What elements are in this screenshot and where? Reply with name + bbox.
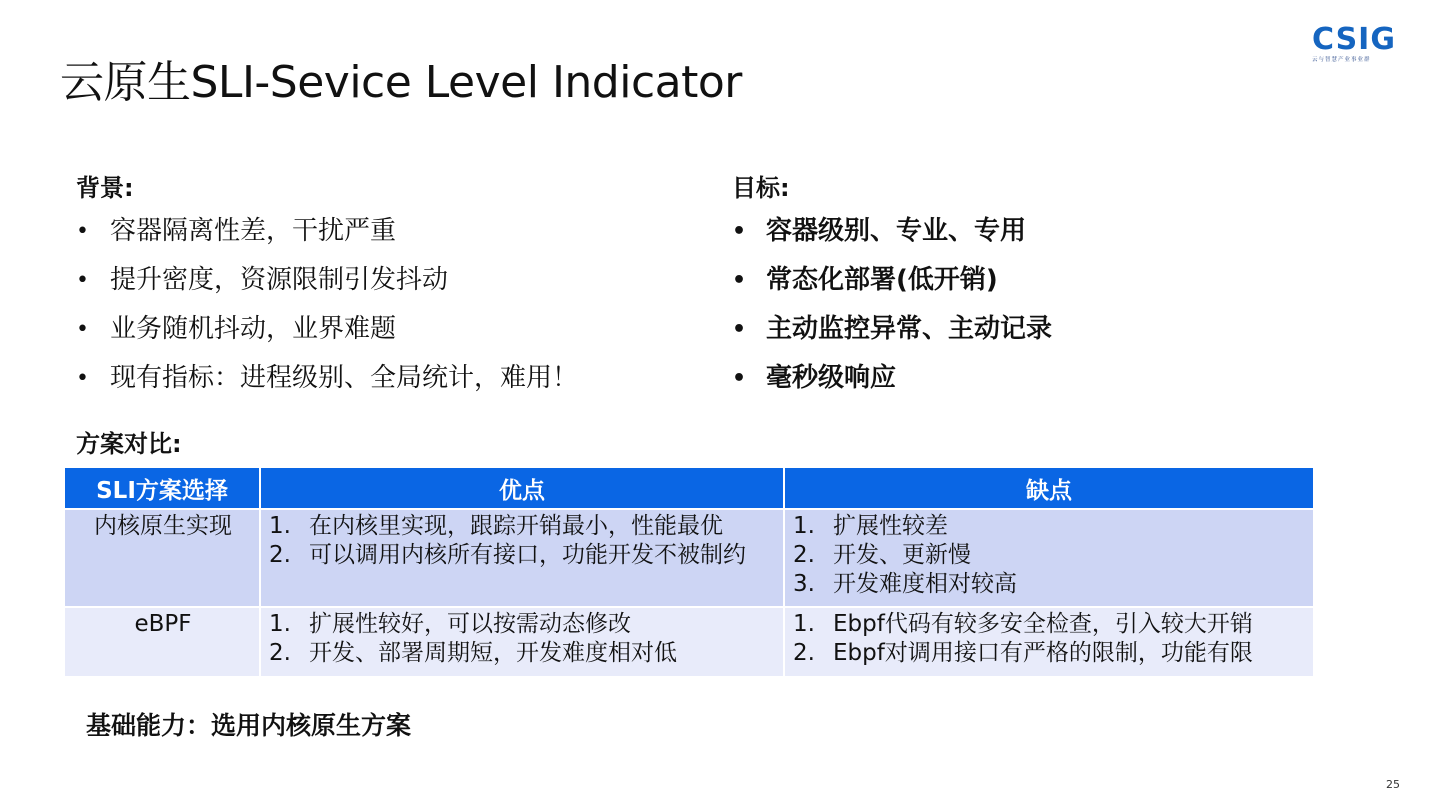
option-name: 内核原生实现 <box>64 509 260 607</box>
cons-cell <box>784 509 1314 607</box>
list-item: • 常态化部署(低开销) <box>732 256 1052 305</box>
list-item: • 现有指标：进程级别、全局统计，难用！ <box>76 354 578 403</box>
list-item: • 主动监控异常、主动记录 <box>732 305 1052 354</box>
list-item: • 提升密度，资源限制引发抖动 <box>76 256 578 305</box>
list-item: 1. 扩展性较好，可以按需动态修改 <box>269 611 631 637</box>
table-row <box>64 509 1314 607</box>
list-item: 3. 开发难度相对较高 <box>793 571 1017 597</box>
list-item: 2. Ebpf对调用接口有严格的限制，功能有限 <box>793 640 1253 666</box>
table-row <box>64 607 1314 677</box>
list-item: 2. 可以调用内核所有接口，功能开发不被制约 <box>269 542 746 568</box>
goals-list <box>732 207 1052 403</box>
logo-mark: CSIG <box>1312 22 1396 57</box>
list-item: • 容器级别、专业、专用 <box>732 207 1052 256</box>
goals-heading: 目标: <box>732 174 790 202</box>
table-header-row <box>64 467 1314 509</box>
page-number: 25 <box>1386 778 1400 791</box>
header-option: SLI方案选择 <box>64 467 260 509</box>
list-item: 1. Ebpf代码有较多安全检查，引入较大开销 <box>793 611 1253 637</box>
background-list <box>76 207 578 403</box>
conclusion-text: 基础能力：选用内核原生方案 <box>86 711 412 740</box>
list-item: • 毫秒级响应 <box>732 354 1052 403</box>
csig-logo <box>1312 24 1404 66</box>
pros-cell <box>260 607 784 677</box>
comparison-table <box>63 466 1315 678</box>
list-item: 2. 开发、更新慢 <box>793 542 971 568</box>
option-name: eBPF <box>64 607 260 677</box>
page-title: 云原生SLI-Sevice Level Indicator <box>60 57 742 108</box>
logo-tagline: 云与智慧产业事业群 <box>1312 57 1371 63</box>
list-item: 2. 开发、部署周期短，开发难度相对低 <box>269 640 677 666</box>
list-item: 1. 在内核里实现，跟踪开销最小，性能最优 <box>269 513 723 539</box>
header-cons: 缺点 <box>784 467 1314 509</box>
cons-cell <box>784 607 1314 677</box>
list-item: • 业务随机抖动，业界难题 <box>76 305 578 354</box>
list-item: 1. 扩展性较差 <box>793 513 948 539</box>
pros-cell <box>260 509 784 607</box>
header-pros: 优点 <box>260 467 784 509</box>
list-item: • 容器隔离性差，干扰严重 <box>76 207 578 256</box>
comparison-heading: 方案对比: <box>76 430 182 458</box>
background-heading: 背景: <box>76 174 134 202</box>
